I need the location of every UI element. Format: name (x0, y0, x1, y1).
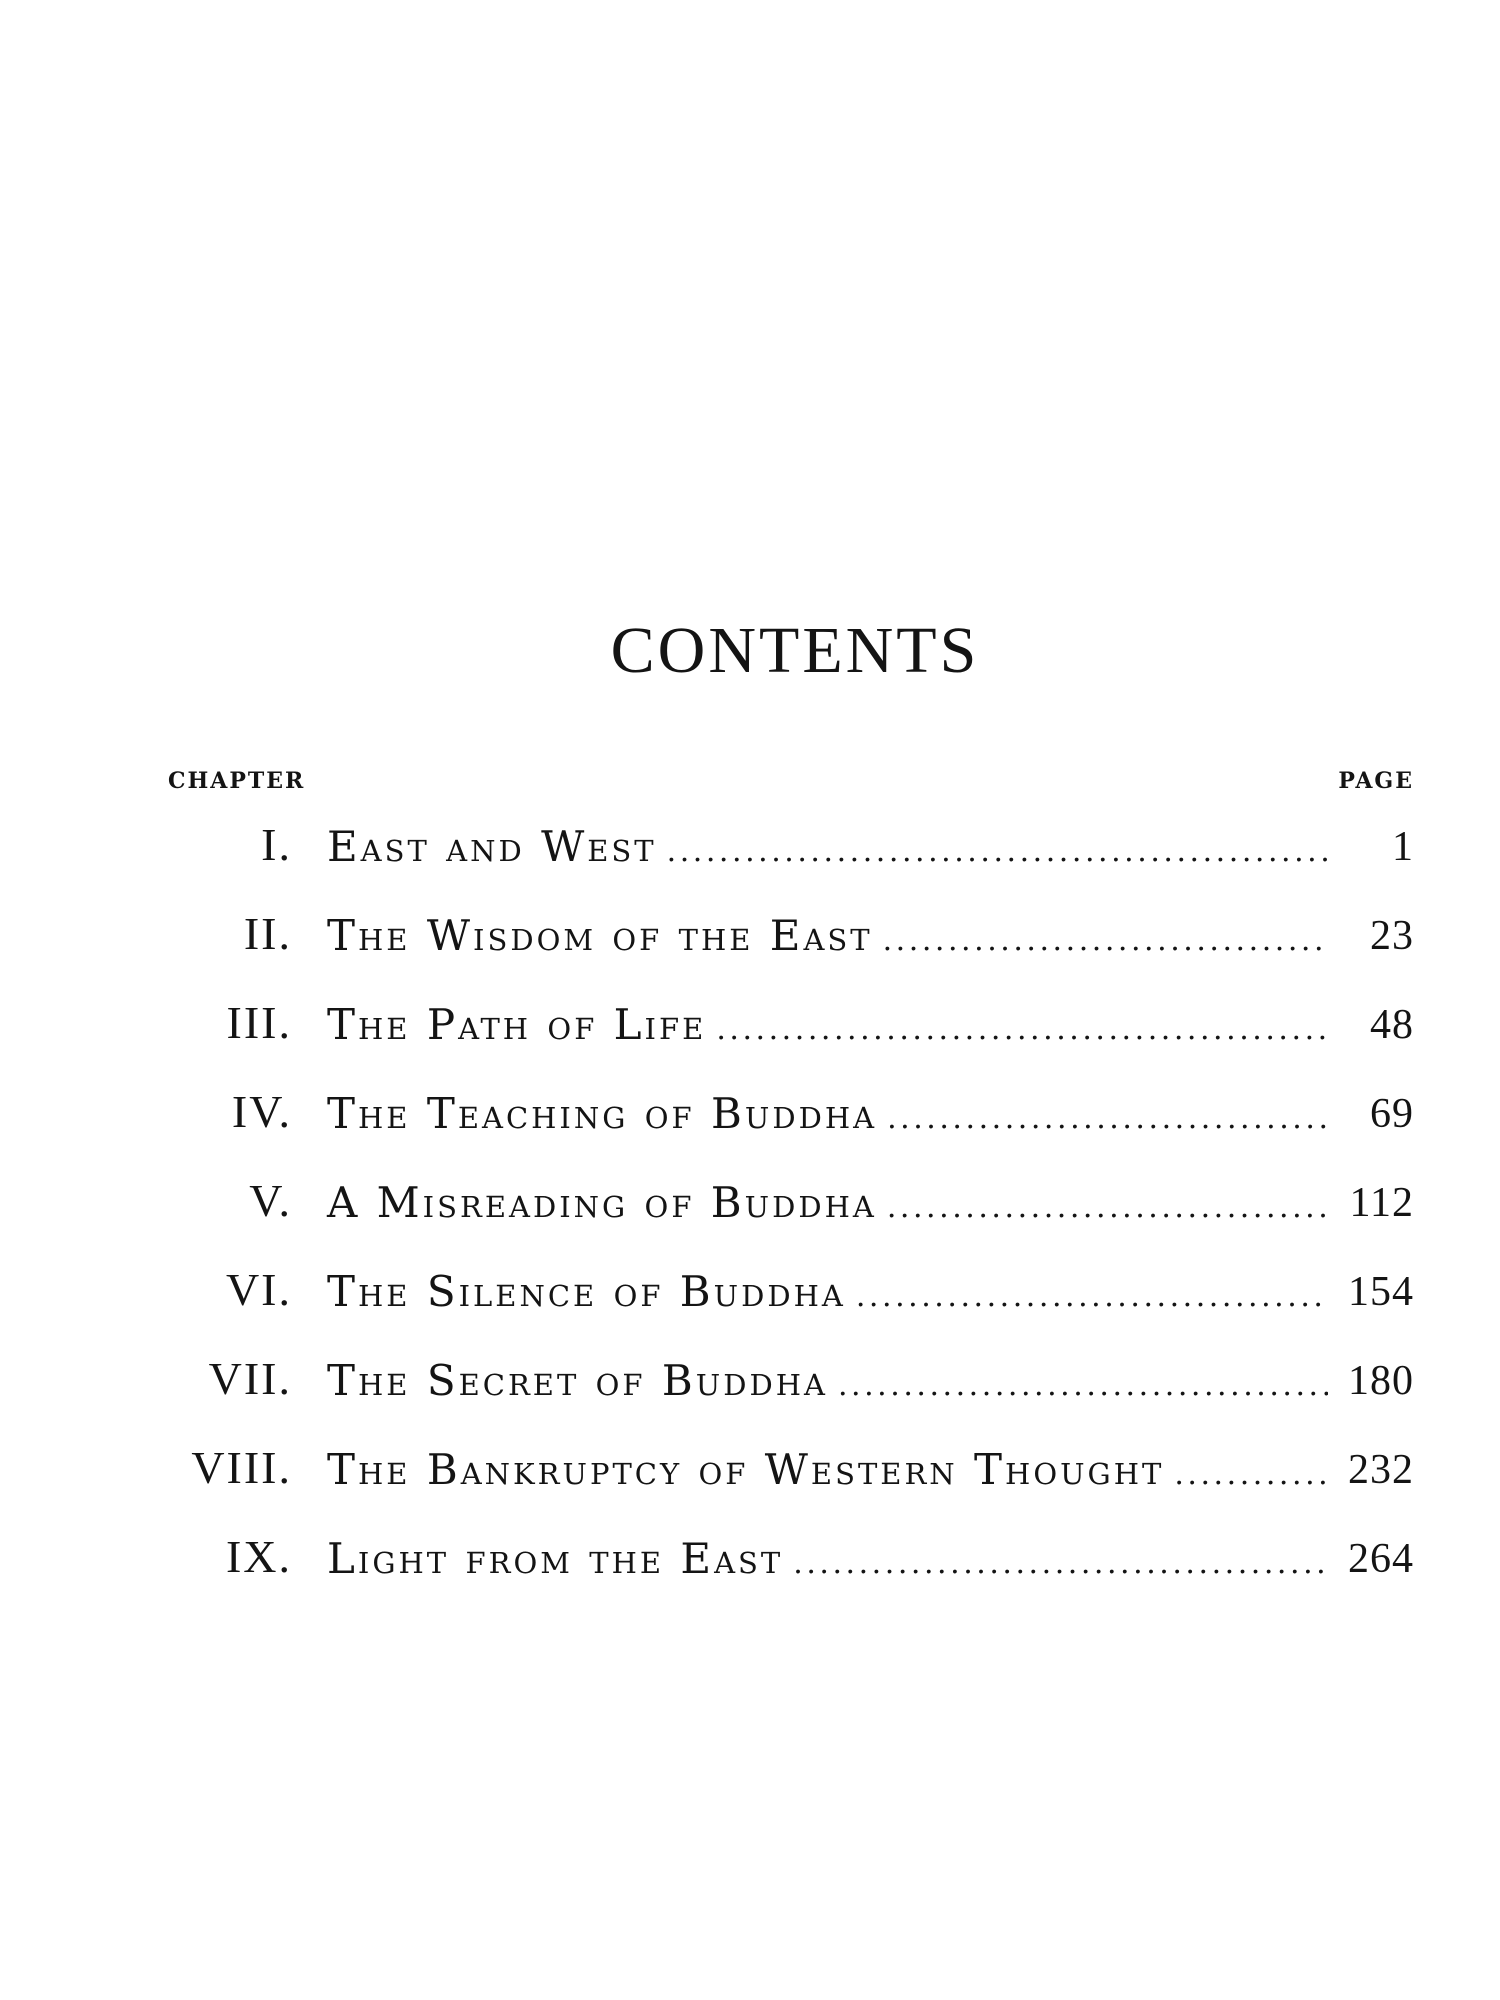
page-number: 154 (1348, 1269, 1414, 1315)
toc-entry (0, 986, 1500, 1049)
chapter-number: IX. (225, 1531, 292, 1582)
chapter-number: VIII. (191, 1442, 292, 1493)
chapter-number: III. (226, 997, 292, 1048)
page-title: CONTENTS (610, 614, 980, 687)
chapter-number: IV. (231, 1086, 292, 1137)
dot-leader (883, 926, 1328, 956)
page-number: 180 (1348, 1358, 1414, 1404)
chapter-title: The Secret of Buddha (327, 1356, 828, 1405)
dot-leader (1174, 1460, 1328, 1490)
toc-entry (0, 897, 1500, 960)
page-column-label: PAGE (1338, 768, 1414, 794)
page-number: 264 (1348, 1536, 1414, 1582)
toc-entry (0, 1520, 1500, 1583)
page-number: 112 (1349, 1180, 1414, 1226)
dot-leader (793, 1549, 1328, 1579)
page-number: 69 (1370, 1091, 1414, 1137)
chapter-title: A Misreading of Buddha (327, 1178, 877, 1227)
chapter-number: V. (249, 1175, 292, 1226)
chapter-number: II. (243, 908, 292, 959)
page-number: 23 (1370, 913, 1414, 959)
dot-leader (887, 1193, 1328, 1223)
chapter-title: The Silence of Buddha (327, 1267, 846, 1316)
chapter-title: The Bankruptcy of Western Thought (327, 1445, 1165, 1494)
chapter-number: VII. (208, 1353, 292, 1404)
page-number: 48 (1370, 1002, 1414, 1048)
toc-entry (0, 808, 1500, 871)
chapter-title: East and West (327, 822, 657, 871)
chapter-title: The Path of Life (327, 1000, 707, 1049)
dot-leader (887, 1104, 1328, 1134)
dot-leader (856, 1282, 1328, 1312)
dot-leader (667, 837, 1328, 867)
toc-entry (0, 1253, 1500, 1316)
chapter-number: I. (261, 819, 292, 870)
toc-entry (0, 1075, 1500, 1138)
dot-leader (716, 1015, 1328, 1045)
toc-entry (0, 1164, 1500, 1227)
chapter-title: The Teaching of Buddha (327, 1089, 878, 1138)
chapter-number: VI. (225, 1264, 292, 1315)
dot-leader (838, 1371, 1328, 1401)
page-number: 232 (1348, 1447, 1414, 1493)
toc-entry (0, 1431, 1500, 1494)
chapter-title: The Wisdom of the East (327, 911, 873, 960)
chapter-title: Light from the East (327, 1534, 784, 1583)
toc-entry (0, 1342, 1500, 1405)
page-number: 1 (1392, 824, 1414, 870)
chapter-column-label: CHAPTER (168, 768, 306, 794)
